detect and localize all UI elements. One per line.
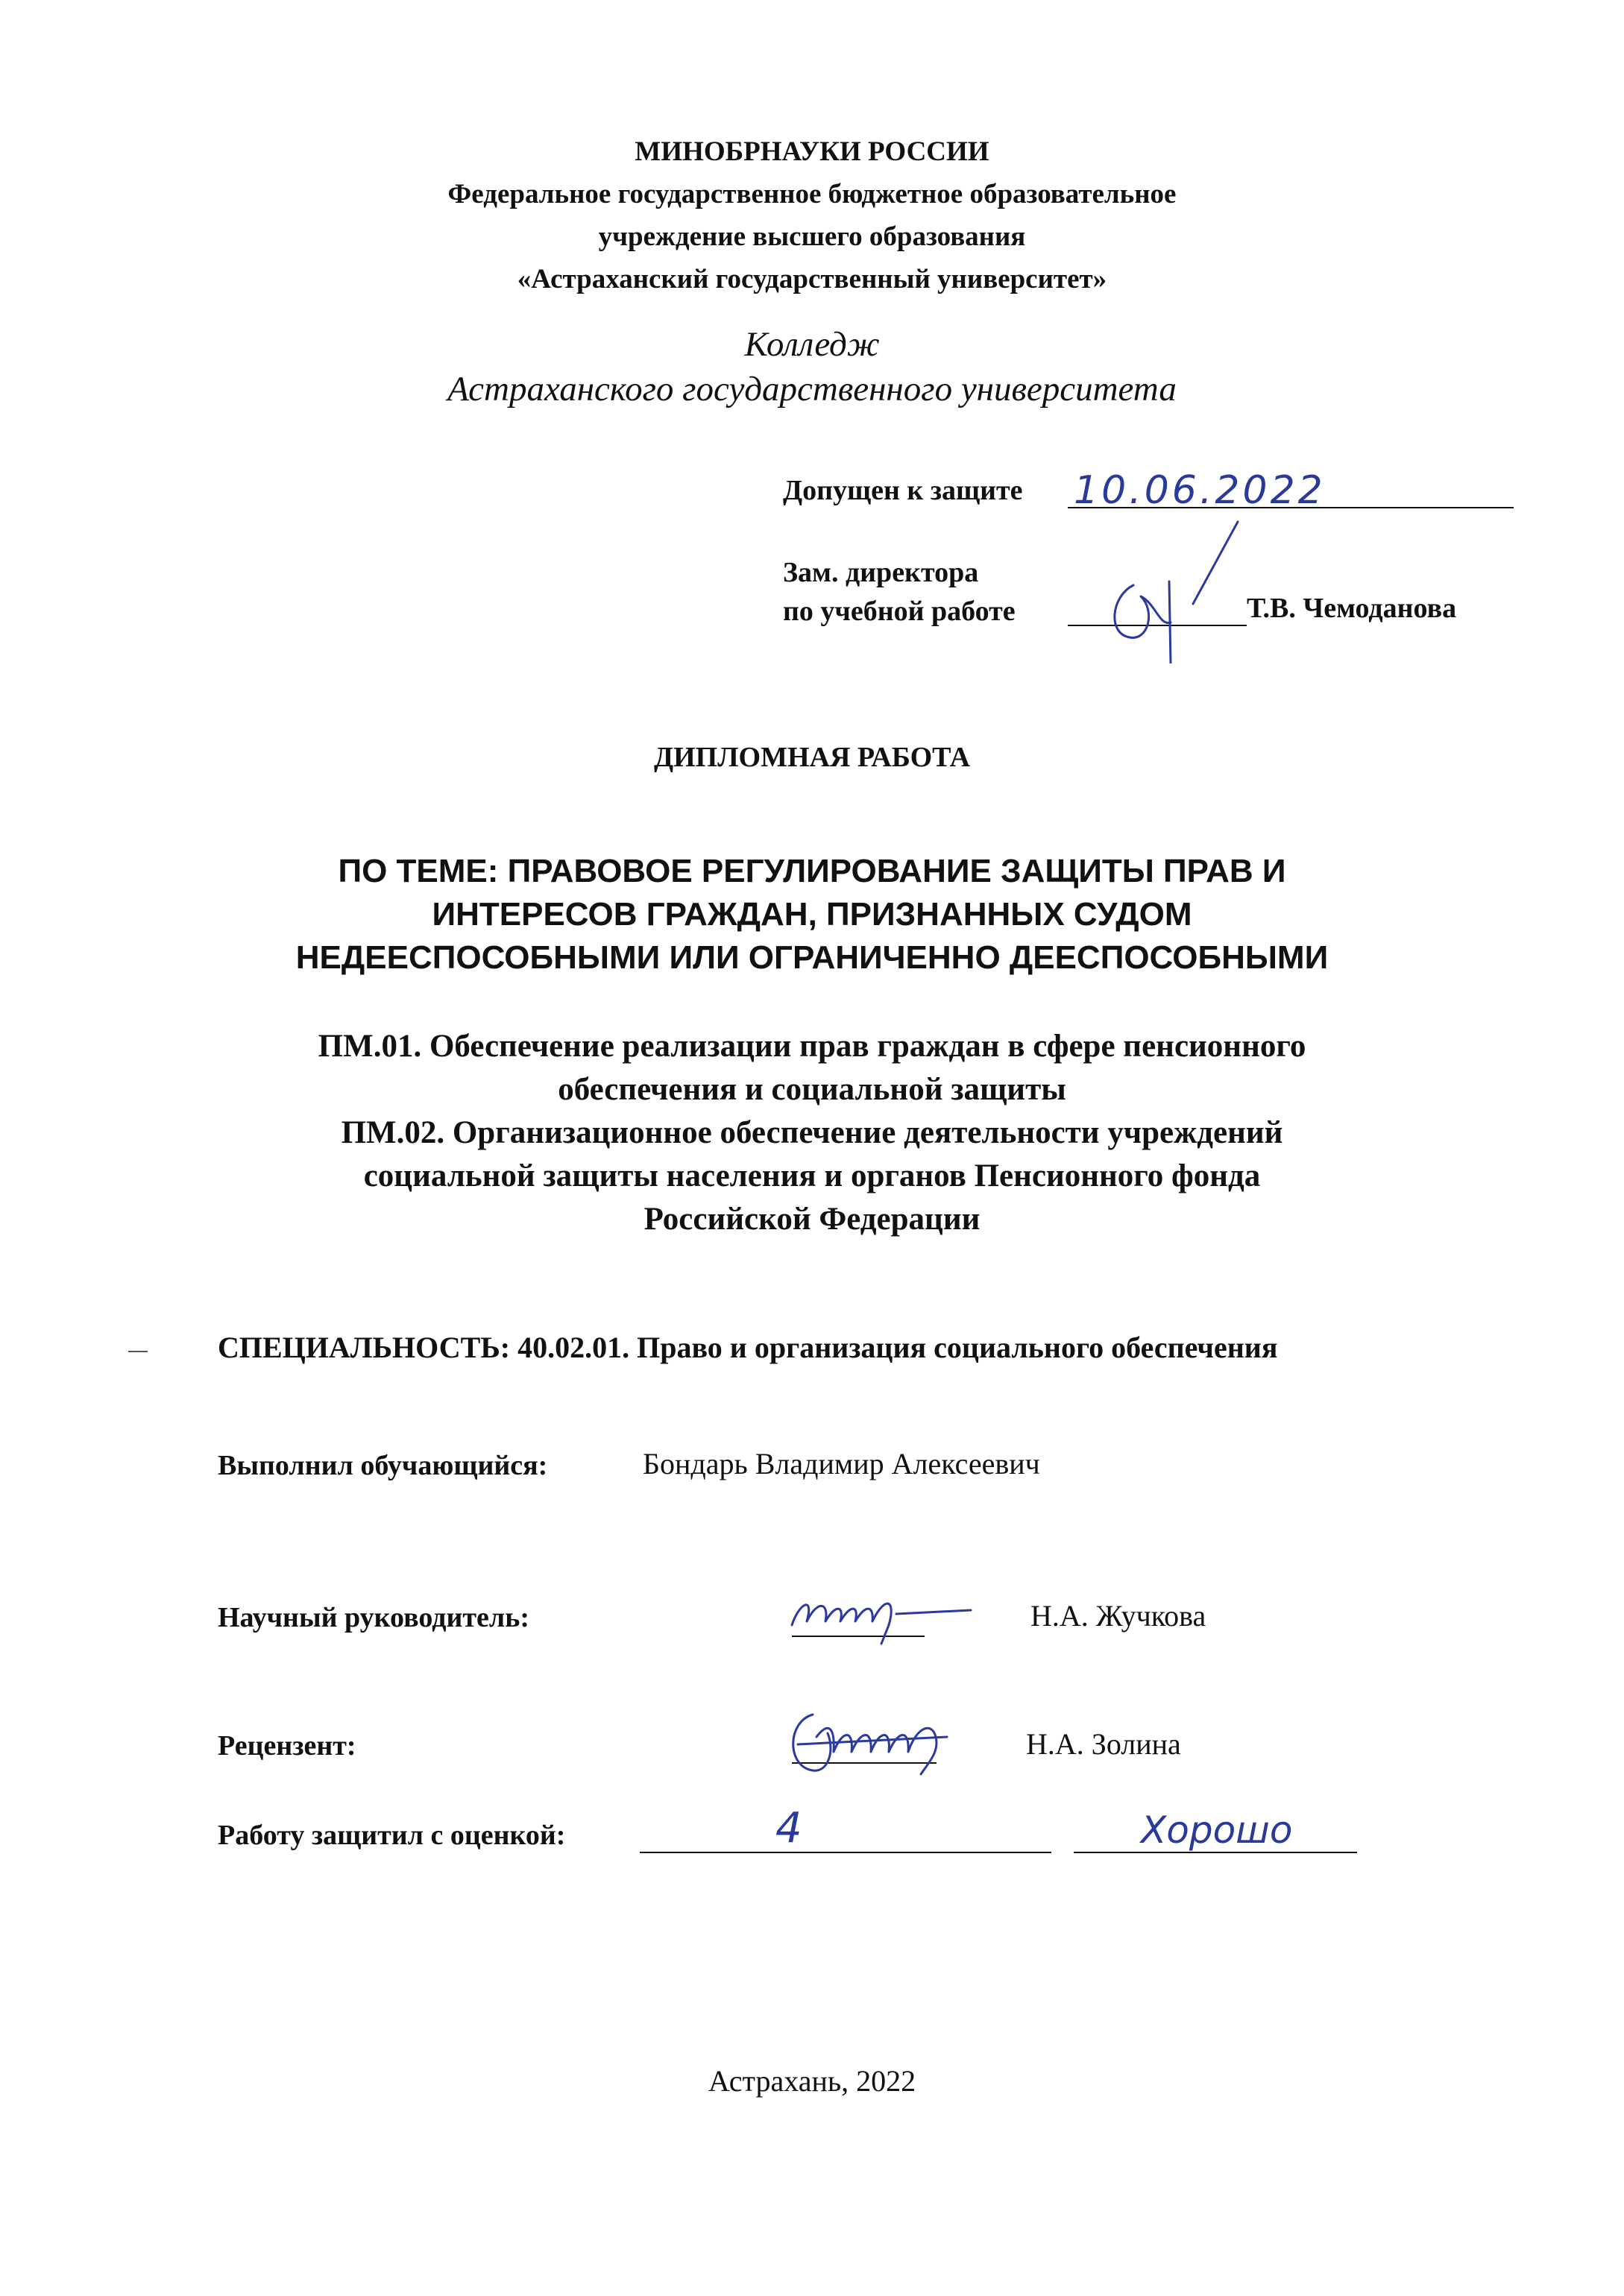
grade-word-handwritten: Хорошо bbox=[1141, 1808, 1293, 1852]
supervisor-label: Научный руководитель: bbox=[218, 1602, 529, 1633]
grade-word-line bbox=[1074, 1852, 1357, 1853]
pm01-line-1: ПМ.01. Обеспечение реализации прав граждан в сфере пенсионного bbox=[318, 1029, 1306, 1064]
pm01-line-2: обеспечения и социальной защиты bbox=[558, 1072, 1066, 1107]
work-type: ДИПЛОМНАЯ РАБОТА bbox=[653, 742, 971, 773]
institution-line-1: Федеральное государственное бюджетное образовательное bbox=[447, 179, 1177, 209]
topic-line-3: НЕДЕЕСПОСОБНЫМИ ИЛИ ОГРАНИЧЕННО ДЕЕСПОСОБНЫМИ bbox=[295, 939, 1329, 976]
ministry-line: МИНОБРНАУКИ РОССИИ bbox=[635, 136, 989, 167]
college-line-2: Астраханского государственного университета bbox=[447, 370, 1177, 409]
topic-line-1: ПО ТЕМЕ: ПРАВОВОЕ РЕГУЛИРОВАНИЕ ЗАЩИТЫ ПРАВ И bbox=[338, 853, 1286, 889]
admitted-date-handwritten: 10.06.2022 bbox=[1074, 468, 1326, 513]
grade-number-handwritten: 4 bbox=[775, 1804, 802, 1852]
reviewer-name: Н.А. Золина bbox=[1026, 1727, 1181, 1761]
institution-line-2: учреждение высшего образования bbox=[598, 221, 1026, 252]
topic-line-2: ИНТЕРЕСОВ ГРАЖДАН, ПРИЗНАННЫХ СУДОМ bbox=[432, 896, 1192, 933]
student-name: Бондарь Владимир Алексеевич bbox=[643, 1447, 1040, 1480]
admitted-label: Допущен к защите bbox=[783, 475, 1023, 506]
pm02-line-2: социальной защиты населения и органов Пенсионного фонда bbox=[363, 1158, 1261, 1193]
university-name: «Астраханский государственный университет» bbox=[517, 264, 1107, 294]
deputy-name: Т.В. Чемоданова bbox=[1247, 593, 1457, 624]
student-label: Выполнил обучающийся: bbox=[218, 1450, 548, 1481]
reviewer-label: Рецензент: bbox=[218, 1730, 356, 1762]
deputy-signature-icon bbox=[1089, 514, 1268, 663]
city-year: Астрахань, 2022 bbox=[708, 2064, 916, 2098]
reviewer-signature-icon bbox=[783, 1692, 977, 1782]
specialty: СПЕЦИАЛЬНОСТЬ: 40.02.01. Право и организация социального обеспечения bbox=[218, 1331, 1278, 1364]
college-line-1: Колледж bbox=[744, 325, 880, 364]
modules-block bbox=[0, 1025, 1624, 1241]
institution-header bbox=[0, 130, 1624, 300]
deputy-line-1: Зам. директора bbox=[783, 557, 979, 588]
pm02-line-3: Российской Федерации bbox=[643, 1202, 981, 1237]
college-block bbox=[0, 322, 1624, 411]
deputy-line-2: по учебной работе bbox=[783, 596, 1016, 627]
topic-block bbox=[0, 850, 1624, 980]
grade-label: Работу защитил с оценкой: bbox=[218, 1820, 566, 1851]
supervisor-name: Н.А. Жучкова bbox=[1030, 1599, 1206, 1633]
deputy-title bbox=[783, 553, 1016, 631]
supervisor-signature-icon bbox=[784, 1580, 978, 1647]
scan-mark bbox=[128, 1351, 148, 1352]
pm02-line-1: ПМ.02. Организационное обеспечение деятельности учреждений bbox=[341, 1115, 1283, 1150]
grade-number-line bbox=[640, 1852, 1051, 1853]
